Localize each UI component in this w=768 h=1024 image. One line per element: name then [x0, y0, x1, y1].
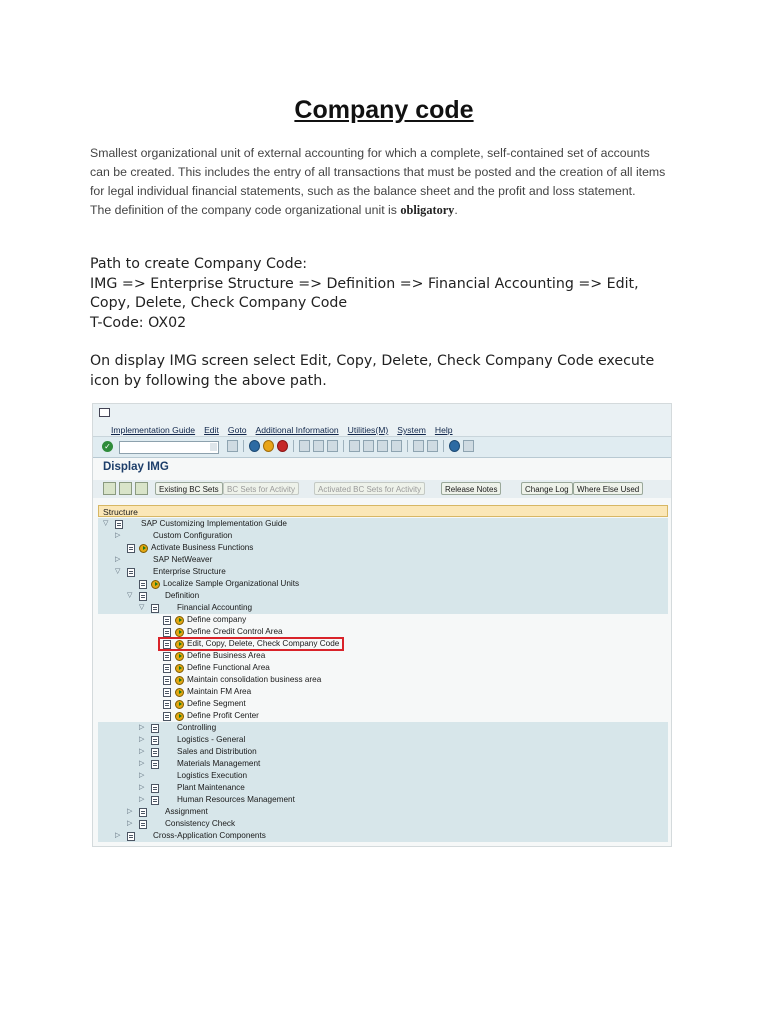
menu-item[interactable]: Edit: [204, 425, 219, 435]
intro-line: for legal individual financial statements, such as the balance sheet and the profit and loss statement.: [90, 184, 636, 198]
application-toolbar: [93, 480, 671, 498]
intro-line: Smallest organizational unit of external accounting for which a complete, self-contained set of accounts: [90, 146, 650, 160]
tree-node-label[interactable]: Sales and Distribution: [177, 747, 257, 756]
bc-sets-for-activity-button[interactable]: BC Sets for Activity: [223, 482, 299, 495]
expand-arrow-icon[interactable]: ▷: [115, 556, 121, 563]
sap-menubar: [93, 404, 671, 437]
documentation-icon[interactable]: [163, 676, 171, 685]
tree-node-label[interactable]: Define Profit Center: [187, 711, 259, 720]
tree-node[interactable]: [98, 710, 668, 722]
tree-node[interactable]: [98, 530, 668, 542]
expand-arrow-icon[interactable]: ▷: [115, 832, 121, 839]
save-view-icon[interactable]: [119, 482, 132, 495]
tree-node-label[interactable]: Define Credit Control Area: [187, 627, 283, 636]
new-session-icon[interactable]: [413, 440, 424, 452]
execute-icon[interactable]: [139, 544, 148, 553]
exit-icon[interactable]: [263, 440, 274, 452]
expand-arrow-icon[interactable]: ▷: [139, 796, 145, 803]
last-page-icon[interactable]: [391, 440, 402, 452]
menu-items: [111, 425, 462, 435]
documentation-icon[interactable]: [151, 748, 159, 757]
layout-icon[interactable]: [463, 440, 474, 452]
display-instruction: icon by following the above path.: [90, 372, 327, 389]
tree-node-label[interactable]: Edit, Copy, Delete, Check Company Code: [187, 639, 340, 648]
documentation-icon[interactable]: [139, 580, 147, 589]
expand-arrow-icon[interactable]: ▷: [139, 736, 145, 743]
execute-icon[interactable]: [175, 664, 184, 673]
tree-node-label[interactable]: Maintain FM Area: [187, 687, 252, 696]
tree-node[interactable]: [98, 806, 668, 818]
intro-text: .: [454, 203, 458, 217]
tree-node[interactable]: [98, 590, 668, 602]
documentation-icon[interactable]: [163, 652, 171, 661]
tree-node-label[interactable]: Cross-Application Components: [153, 831, 266, 840]
path-instructions: [90, 255, 690, 391]
chevron-down-icon[interactable]: [210, 443, 217, 451]
print-icon[interactable]: [299, 440, 310, 452]
documentation-icon[interactable]: [163, 616, 171, 625]
tree-node[interactable]: [98, 602, 668, 614]
expand-arrow-icon[interactable]: ▷: [139, 748, 145, 755]
menu-item[interactable]: Utilities(M): [347, 425, 389, 435]
cancel-icon[interactable]: [277, 440, 288, 452]
highlight-box: [158, 637, 344, 651]
collapse-arrow-icon[interactable]: ▽: [115, 568, 121, 575]
menu-item[interactable]: System: [397, 425, 426, 435]
activated-bc-sets-button[interactable]: Activated BC Sets for Activity: [314, 482, 425, 495]
sap-screenshot: [92, 403, 672, 847]
tree-node[interactable]: [98, 734, 668, 746]
intro-text: The definition of the company code organizational unit is: [90, 203, 401, 217]
expand-arrow-icon[interactable]: ▷: [127, 820, 133, 827]
documentation-icon[interactable]: [163, 628, 171, 637]
collapse-arrow-icon[interactable]: ▽: [139, 604, 145, 611]
documentation-icon[interactable]: [151, 760, 159, 769]
tcode: T-Code: OX02: [90, 314, 187, 331]
separator: [243, 440, 244, 452]
tree-node[interactable]: [98, 698, 668, 710]
execute-icon[interactable]: [151, 580, 160, 589]
tree-node-label[interactable]: Materials Management: [177, 759, 261, 768]
tree-node-label[interactable]: Logistics Execution: [177, 771, 248, 780]
tree-node[interactable]: [98, 674, 668, 686]
screen-title: Display IMG: [103, 461, 169, 473]
tree-node-label[interactable]: Define Segment: [187, 699, 246, 708]
tree-node-label[interactable]: Logistics - General: [177, 735, 246, 744]
obligatory-bold: obligatory: [400, 203, 455, 217]
execute-icon[interactable]: [175, 688, 184, 697]
expand-arrow-icon[interactable]: ▷: [139, 772, 145, 779]
toolbar-icons: [227, 440, 474, 452]
documentation-icon[interactable]: [127, 544, 135, 553]
documentation-icon[interactable]: [163, 712, 171, 721]
documentation-icon[interactable]: [139, 808, 147, 817]
collapse-arrow-icon[interactable]: ▽: [127, 592, 133, 599]
tree-node[interactable]: [98, 554, 668, 566]
documentation-icon[interactable]: [163, 664, 171, 673]
tree-node[interactable]: [98, 662, 668, 674]
tree-node-label[interactable]: SAP Customizing Implementation Guide: [141, 519, 287, 528]
sap-standard-toolbar: [93, 437, 671, 458]
menu-item[interactable]: Help: [434, 425, 453, 435]
structure-header: Structure: [98, 505, 668, 517]
tree-node[interactable]: [98, 794, 668, 806]
tree-node[interactable]: [98, 746, 668, 758]
documentation-icon[interactable]: [127, 568, 135, 577]
documentation-icon[interactable]: [115, 520, 123, 529]
execute-icon[interactable]: [175, 616, 184, 625]
expand-arrow-icon[interactable]: ▷: [139, 724, 145, 731]
tree-node[interactable]: [98, 686, 668, 698]
tree-node[interactable]: [98, 770, 668, 782]
collapse-arrow-icon[interactable]: ▽: [103, 520, 109, 527]
tree-node-label[interactable]: Define Functional Area: [187, 663, 270, 672]
execute-icon[interactable]: [175, 628, 184, 637]
filter-icon[interactable]: [103, 482, 116, 495]
documentation-icon[interactable]: [163, 688, 171, 697]
documentation-icon[interactable]: [139, 820, 147, 829]
separator: [343, 440, 344, 452]
info-icon[interactable]: [135, 482, 148, 495]
find-icon[interactable]: [313, 440, 324, 452]
separator: [443, 440, 444, 452]
tree-node[interactable]: [98, 518, 668, 530]
tree-node-label[interactable]: SAP NetWeaver: [153, 555, 213, 564]
separator: [407, 440, 408, 452]
display-instruction: On display IMG screen select Edit, Copy, Delete, Check Company Code execute: [90, 353, 655, 369]
where-else-used-button[interactable]: Where Else Used: [573, 482, 643, 495]
documentation-icon[interactable]: [139, 592, 147, 601]
path-heading: Path to create Company Code:: [90, 256, 308, 272]
tree-node[interactable]: [98, 758, 668, 770]
tree-node-label[interactable]: Financial Accounting: [177, 603, 253, 612]
documentation-icon[interactable]: [127, 832, 135, 841]
img-structure-tree: [98, 518, 668, 842]
expand-arrow-icon[interactable]: ▷: [127, 808, 133, 815]
tree-node[interactable]: [98, 830, 668, 842]
shortcut-icon[interactable]: [427, 440, 438, 452]
tree-node[interactable]: [98, 566, 668, 578]
save-icon[interactable]: [227, 440, 238, 452]
first-page-icon[interactable]: [349, 440, 360, 452]
tree-node[interactable]: [98, 818, 668, 830]
tree-node-label[interactable]: Define company: [187, 615, 247, 624]
tree-node[interactable]: [98, 722, 668, 734]
back-icon[interactable]: [249, 440, 260, 452]
next-page-icon[interactable]: [377, 440, 388, 452]
tree-node-label[interactable]: Enterprise Structure: [153, 567, 226, 576]
previous-page-icon[interactable]: [363, 440, 374, 452]
tree-node-label[interactable]: Consistency Check: [165, 819, 236, 828]
tree-node[interactable]: [98, 614, 668, 626]
documentation-icon[interactable]: [151, 724, 159, 733]
tree-node[interactable]: [98, 578, 668, 590]
expand-arrow-icon[interactable]: ▷: [115, 532, 121, 539]
expand-arrow-icon[interactable]: ▷: [139, 784, 145, 791]
documentation-icon[interactable]: [163, 700, 171, 709]
tree-node-label[interactable]: Assignment: [165, 807, 208, 816]
documentation-icon[interactable]: [151, 736, 159, 745]
tree-node[interactable]: [98, 542, 668, 554]
execute-icon[interactable]: [175, 712, 184, 721]
path-line: Copy, Delete, Check Company Code: [90, 295, 348, 311]
find-next-icon[interactable]: [327, 440, 338, 452]
execute-icon[interactable]: [175, 652, 184, 661]
intro-line: [90, 201, 690, 220]
intro-line: can be created. This includes the entry of all transactions that must be posted and the creation of all items: [90, 165, 666, 179]
documentation-icon[interactable]: [151, 604, 159, 613]
tree-node-label[interactable]: Localize Sample Organizational Units: [163, 579, 300, 588]
tree-node-label[interactable]: Maintain consolidation business area: [187, 675, 322, 684]
tree-node-label[interactable]: Controlling: [177, 723, 217, 732]
execute-icon[interactable]: [175, 700, 184, 709]
documentation-icon[interactable]: [151, 784, 159, 793]
tree-node[interactable]: [98, 650, 668, 662]
help-icon[interactable]: [449, 440, 460, 452]
separator: [293, 440, 294, 452]
tree-node-label[interactable]: Activate Business Functions: [151, 543, 254, 552]
documentation-icon[interactable]: [151, 796, 159, 805]
tree-node-label[interactable]: Human Resources Management: [177, 795, 295, 804]
tree-node-label[interactable]: Define Business Area: [187, 651, 266, 660]
intro-paragraph: [90, 144, 690, 220]
tree-node-label[interactable]: Definition: [165, 591, 200, 600]
page-title: Company code: [294, 96, 474, 124]
path-line: IMG => Enterprise Structure => Definition => Financial Accounting => Edit,: [90, 275, 639, 292]
release-notes-button[interactable]: Release Notes: [441, 482, 501, 495]
window-menu-icon[interactable]: [99, 408, 110, 417]
menu-item[interactable]: Additional Information: [255, 425, 339, 435]
execute-icon[interactable]: [175, 676, 184, 685]
existing-bc-sets-button[interactable]: Existing BC Sets: [155, 482, 223, 495]
menu-item[interactable]: Implementation Guide: [111, 425, 196, 435]
tree-node-label[interactable]: Custom Configuration: [153, 531, 233, 540]
expand-arrow-icon[interactable]: ▷: [139, 760, 145, 767]
command-field[interactable]: [119, 441, 219, 454]
tree-node-label[interactable]: Plant Maintenance: [177, 783, 245, 792]
tree-node[interactable]: [98, 782, 668, 794]
enter-check-icon[interactable]: ✓: [102, 441, 113, 452]
change-log-button[interactable]: Change Log: [521, 482, 573, 495]
menu-item[interactable]: Goto: [227, 425, 247, 435]
